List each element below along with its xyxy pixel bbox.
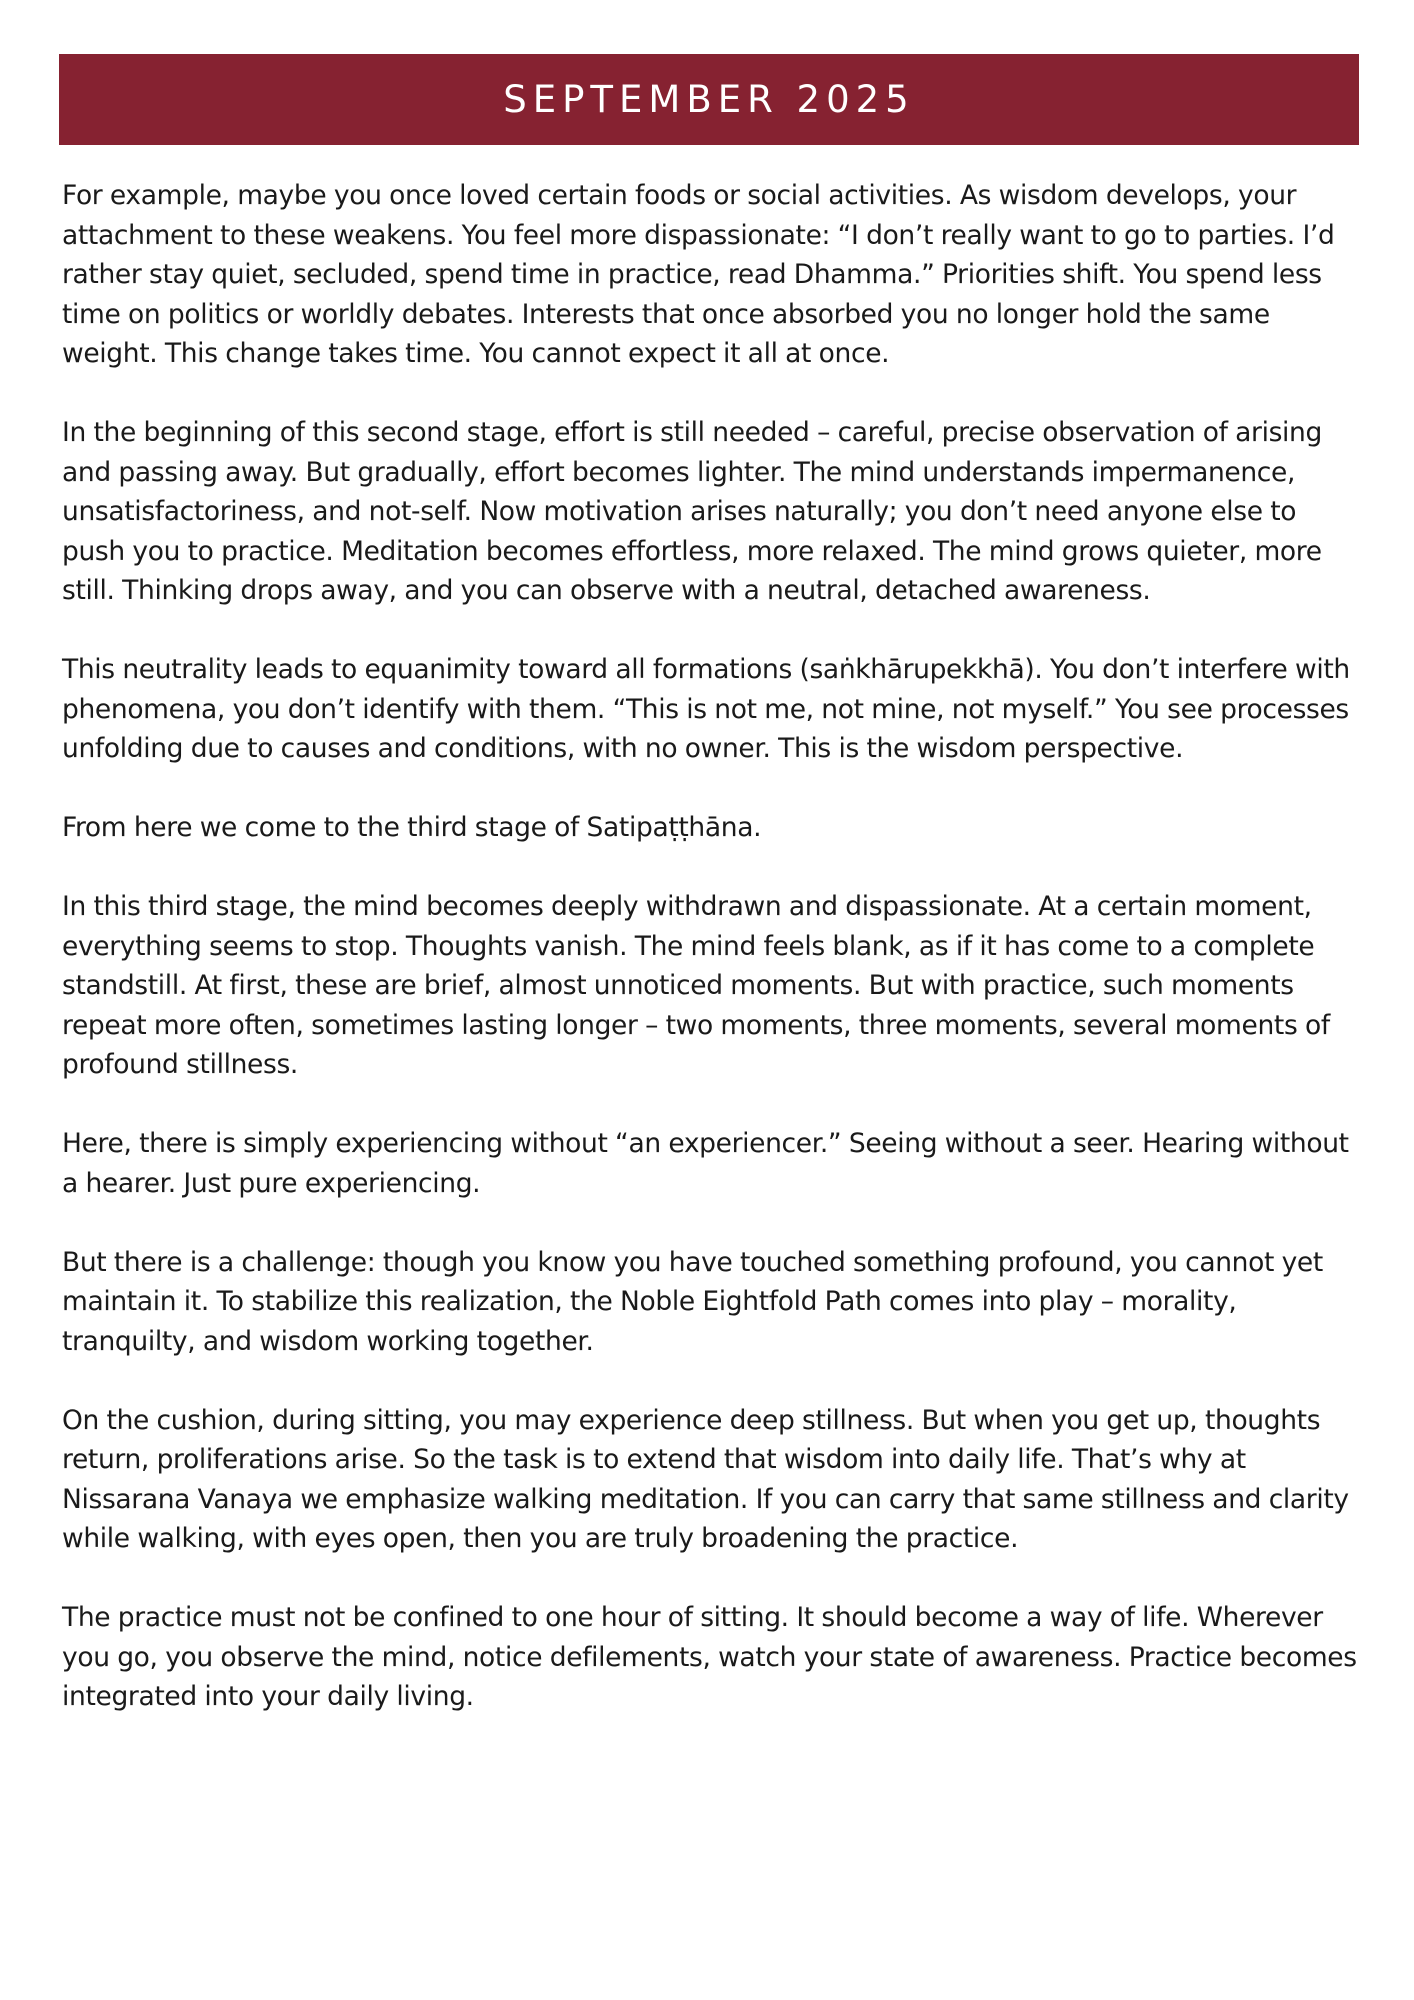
paragraph-1: For example, maybe you once loved certain foods or social activities. As wisdom develops, your attachment to these weakens. You feel more dispassionate: “I don’t really want to go to parties. I’d rather stay quiet, secluded, spend time in practice, read Dhamma.” Priorities shift. You spend less time on politics or worldly debates. Interests that once absorbed you no longer hold the same weight. This change takes time. You cannot expect it all at once. [62,180,1335,369]
paragraph-3: This neutrality leads to equanimity toward all formations (saṅkhārupekkhā). You don’t interfere with phenomena, you don’t identify with them. “This is not me, not mine, not myself.” You see processes unfolding due to causes and conditions, with no owner. This is the wisdom perspective. [62,654,1350,764]
paragraph-2: In the beginning of this second stage, effort is still needed – careful, precise observation of arising and passing away. But gradually, effort becomes lighter. The mind understands impermanence, unsatisfactoriness, and not-self. Now motivation arises naturally; you don’t need anyone else to push you to practice. Meditation becomes effortless, more relaxed. The mind grows quieter, more still. Thinking drops away, and you can observe with a neutral, detached awareness. [62,417,1322,606]
paragraph-7: But there is a challenge: though you know you have touched something profound, you cannot yet maintain it. To stabilize this realization, the Noble Eightfold Path comes into play – morality, tranquilty, and wisdom working together. [62,1246,1323,1357]
paragraph-6: Here, there is simply experiencing without “an experiencer.” Seeing without a seer. Hearing without a hearer. Just pure experiencing. [62,1128,1349,1199]
paragraph-8: On the cushion, during sitting, you may experience deep stillness. But when you get up, thoughts return, proliferations arise. So the task is to extend that wisdom into daily life. That’s why at Nissarana Vanaya we emphasize walking meditation. If you can carry that same stillness and clarity while walking, with eyes open, then you are truly broadening the practice. [62,1404,1349,1554]
header-banner [59,54,1359,145]
paragraph-5: In this third stage, the mind becomes deeply withdrawn and dispassionate. At a certain moment, everything seems to stop. Thoughts vanish. The mind feels blank, as if it has come to a complete standstill. At first, these are brief, almost unnoticed moments. But with practice, such moments repeat more often, sometimes lasting longer – two moments, three moments, several moments of profound stillness. [62,891,1330,1080]
paragraph-4: From here we come to the third stage of Satipaṭṭhāna. [62,812,762,843]
page-title: SEPTEMBER 2025 [503,78,915,121]
article-body [62,176,1362,1756]
paragraph-9: The practice must not be confined to one hour of sitting. It should become a way of life. Wherever you go, you observe the mind, notice defilements, watch your state of awareness. Practice becomes integrated into your daily living. [62,1602,1357,1712]
